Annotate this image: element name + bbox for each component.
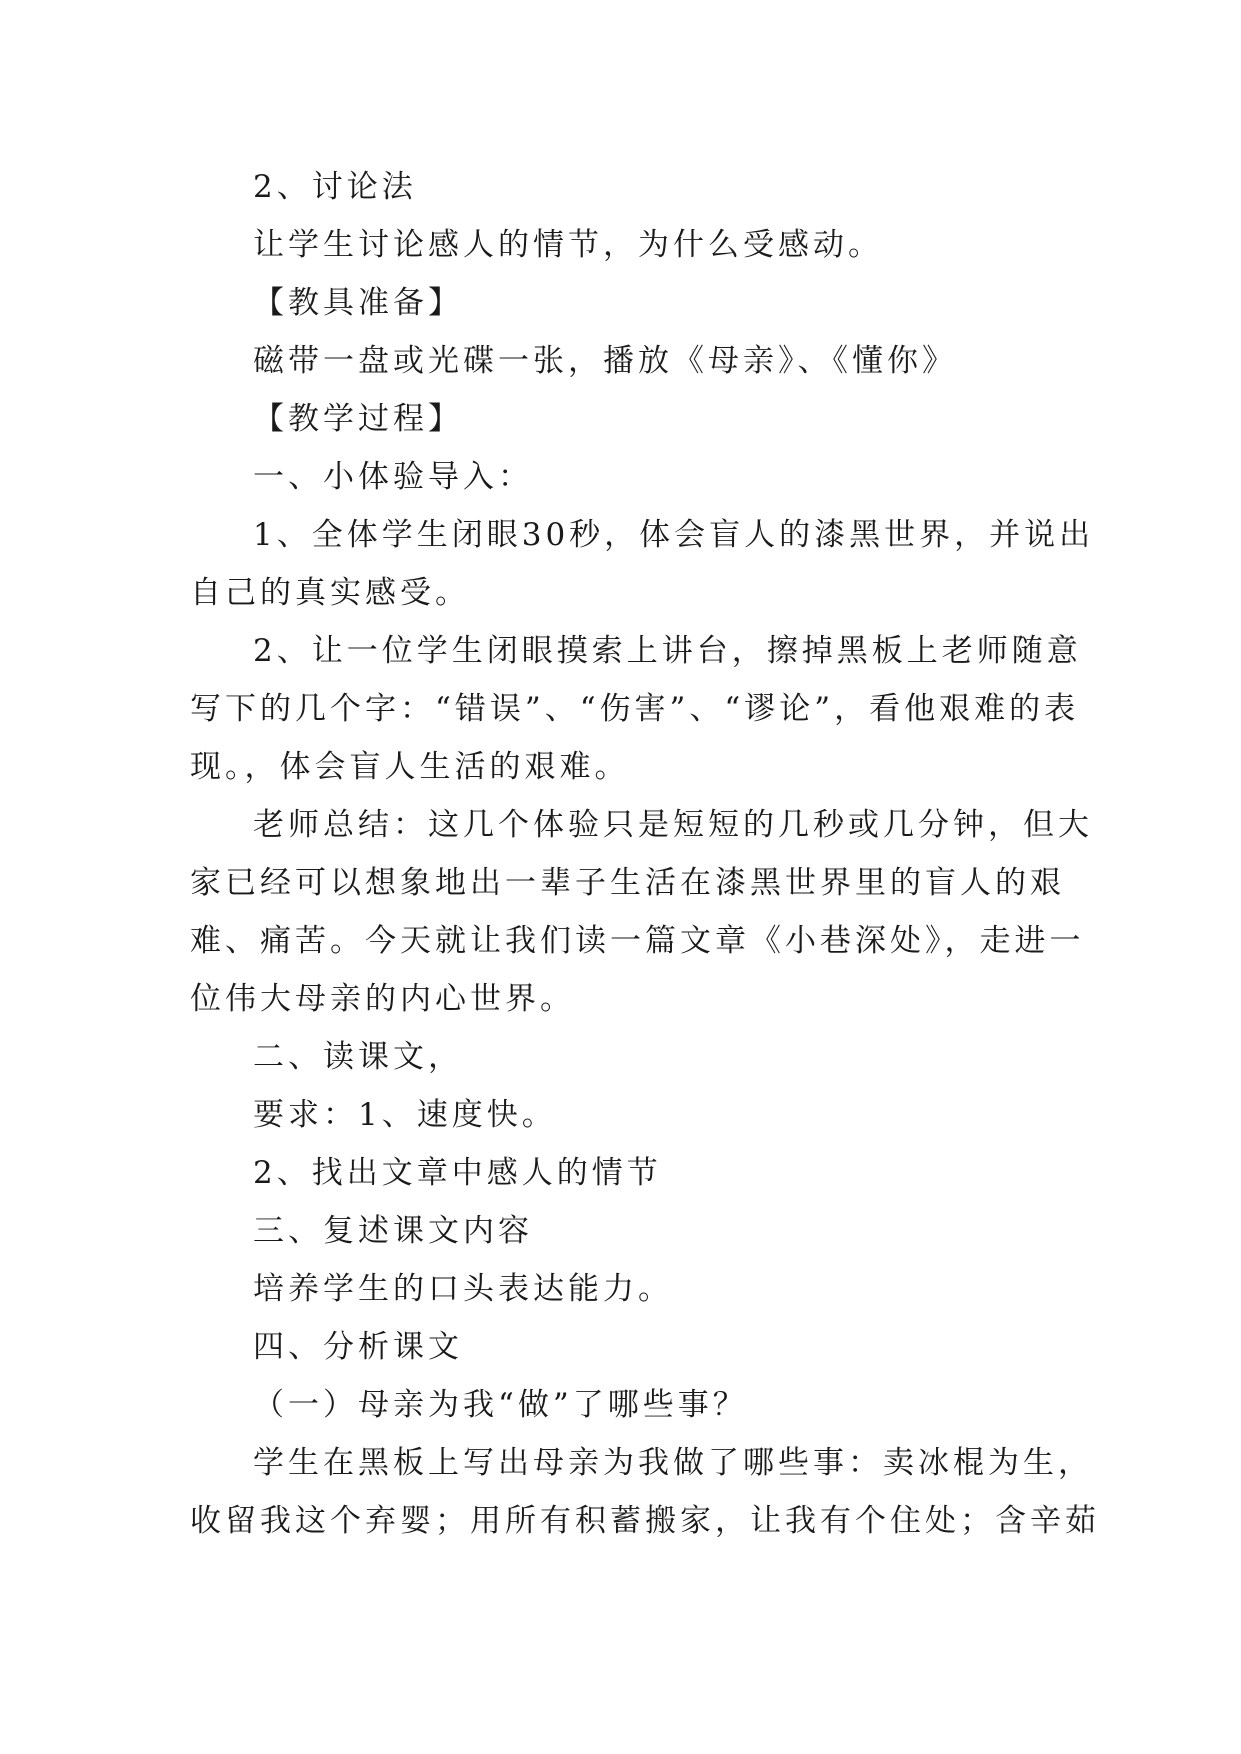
section-four-heading: 四、分析课文 — [253, 1329, 463, 1365]
paragraph-line: 收留我这个弃婴；用所有积蓄搬家，让我有个住处；含辛茹 — [190, 1503, 1100, 1539]
paragraph-line: 要求：1、速度快。 — [253, 1097, 557, 1133]
line-discussion-description: 让学生讨论感人的情节，为什么受感动。 — [253, 227, 883, 263]
paragraph-line: 老师总结：这几个体验只是短短的几秒或几分钟，但大 — [253, 807, 1093, 843]
paragraph-line: 现。，体会盲人生活的艰难。 — [190, 749, 630, 785]
paragraph-line: 难、痛苦。今天就让我们读一篇文章《小巷深处》，走进一 — [190, 923, 1085, 959]
heading-teaching-aids: 【教具准备】 — [253, 285, 463, 321]
section-one-heading: 一、小体验导入： — [253, 459, 533, 495]
heading-teaching-process: 【教学过程】 — [253, 401, 463, 437]
section-two-heading: 二、读课文， — [253, 1039, 463, 1075]
paragraph-line: 2、找出文章中感人的情节 — [253, 1155, 662, 1191]
paragraph-line: 2、让一位学生闭眼摸索上讲台，擦掉黑板上老师随意 — [253, 633, 1082, 669]
paragraph-line: 写下的几个字：“错误”、“伤害”、“谬论”，看他艰难的表 — [190, 691, 1080, 727]
paragraph-line: 1、全体学生闭眼30秒，体会盲人的漆黑世界，并说出 — [253, 517, 1095, 553]
paragraph-line: 自己的真实感受。 — [190, 575, 470, 611]
paragraph-line: 家已经可以想象地出一辈子生活在漆黑世界里的盲人的艰 — [190, 865, 1065, 901]
line-teaching-aids-content: 磁带一盘或光碟一张，播放《母亲》、《懂你》 — [253, 343, 957, 379]
paragraph-line: 学生在黑板上写出母亲为我做了哪些事：卖冰棍为生， — [253, 1445, 1093, 1481]
document-body — [190, 158, 1100, 1550]
section-three-heading: 三、复述课文内容 — [253, 1213, 533, 1249]
paragraph-line: 培养学生的口头表达能力。 — [253, 1271, 673, 1307]
paragraph-line: 位伟大母亲的内心世界。 — [190, 981, 575, 1017]
line-method-discussion: 2、讨论法 — [253, 169, 417, 205]
subsection-heading: （一）母亲为我“做”了哪些事？ — [253, 1387, 748, 1423]
